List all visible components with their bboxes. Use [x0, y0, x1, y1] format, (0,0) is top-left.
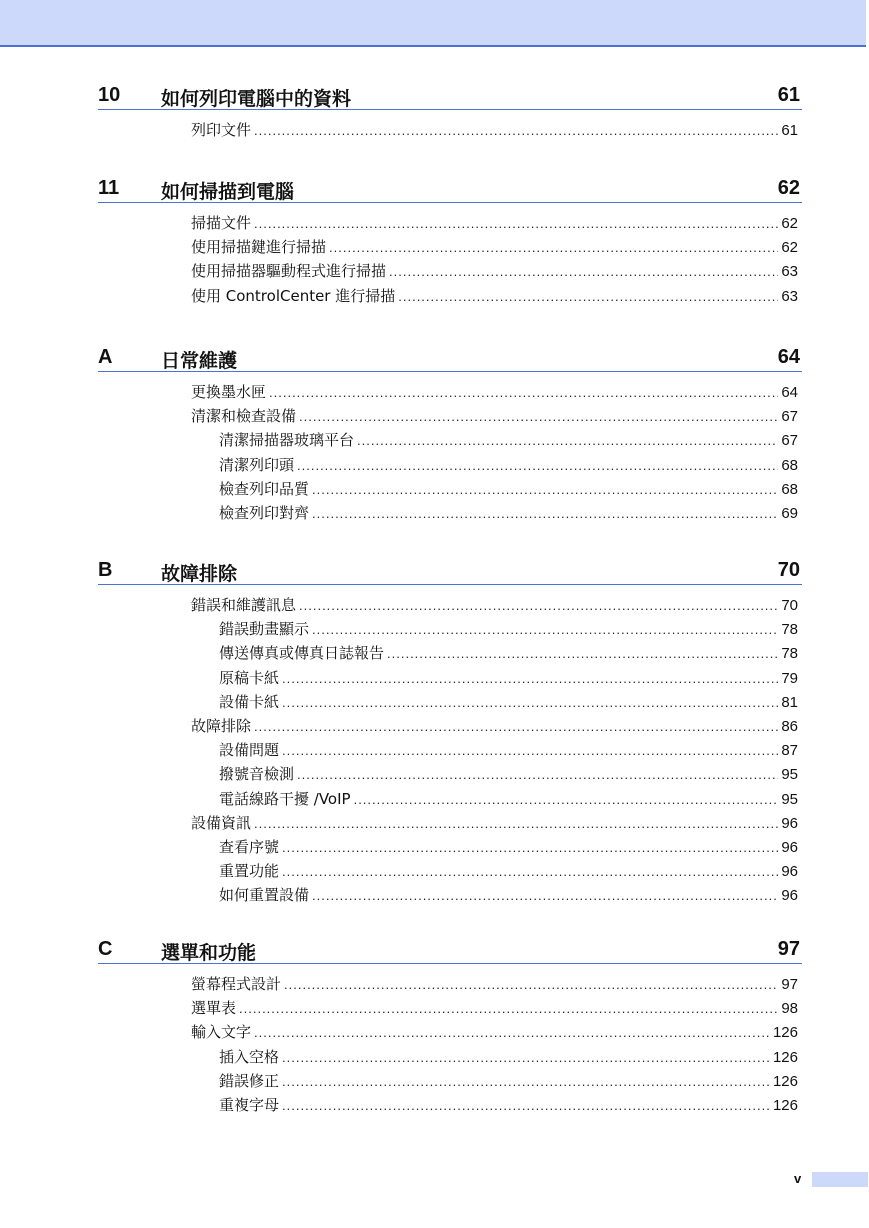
entry-label: 重置功能: [219, 862, 280, 881]
section-page: 61: [777, 84, 800, 106]
toc-subentry[interactable]: [98, 690, 802, 714]
section-page: 62: [777, 177, 800, 199]
entry-label: 重複字母: [219, 1095, 280, 1114]
entry-label: 故障排除: [191, 716, 252, 735]
toc-subentry[interactable]: [98, 428, 802, 452]
dot-leader: [282, 691, 778, 714]
toc-subentry[interactable]: [98, 1045, 802, 1069]
toc-entry[interactable]: [98, 593, 802, 617]
toc-section: [98, 84, 802, 142]
dot-leader: [357, 429, 778, 452]
entry-label: 設備資訊: [191, 813, 252, 832]
entry-page: 86: [781, 717, 798, 735]
section-title: 如何列印電腦中的資料: [161, 88, 352, 110]
toc-entry[interactable]: [98, 811, 802, 835]
entry-label: 使用掃描鍵進行掃描: [191, 238, 327, 257]
dot-leader: [299, 405, 778, 428]
entry-page: 67: [781, 408, 798, 426]
entry-page: 78: [781, 621, 798, 639]
toc-subentry[interactable]: [98, 666, 802, 690]
dot-leader: [299, 594, 778, 617]
dot-leader: [239, 997, 778, 1020]
toc-section: [98, 938, 802, 1117]
dot-leader: [254, 119, 778, 142]
dot-leader: [269, 381, 778, 404]
toc-section: [98, 346, 802, 525]
section-number: C: [98, 938, 113, 960]
toc-subentry[interactable]: [98, 883, 802, 907]
section-number: A: [98, 346, 113, 368]
entry-page: 63: [781, 287, 798, 305]
header-band: [0, 0, 866, 47]
dot-leader: [389, 260, 778, 283]
dot-leader: [254, 715, 778, 738]
entry-label: 查看序號: [219, 837, 280, 856]
toc-subentry[interactable]: [98, 835, 802, 859]
section-number: 11: [98, 177, 120, 199]
dot-leader: [284, 973, 778, 996]
dot-leader: [282, 1046, 770, 1069]
entry-label: 設備問題: [219, 741, 280, 760]
entry-label: 清潔列印頭: [219, 455, 295, 474]
entry-label: 清潔和檢查設備: [191, 407, 297, 426]
entry-page: 61: [781, 122, 798, 139]
entry-page: 96: [781, 814, 798, 832]
section-heading[interactable]: [98, 938, 802, 964]
toc-subentry[interactable]: [98, 738, 802, 762]
entry-page: 62: [781, 239, 798, 257]
dot-leader: [282, 739, 778, 762]
entry-page: 81: [781, 693, 798, 711]
entry-page: 78: [781, 645, 798, 663]
page-number: v: [794, 1171, 802, 1186]
dot-leader: [282, 860, 778, 883]
toc-entry[interactable]: [98, 996, 802, 1020]
entry-page: 95: [781, 766, 798, 784]
entry-label: 使用 ControlCenter 進行掃描: [191, 286, 396, 305]
toc-entry[interactable]: [98, 235, 802, 259]
toc-subentry[interactable]: [98, 1069, 802, 1093]
section-title: 日常維護: [161, 350, 238, 372]
entry-label: 錯誤動畫顯示: [219, 620, 310, 639]
section-number: 10: [98, 84, 121, 106]
toc-entry[interactable]: [98, 972, 802, 996]
entry-page: 62: [781, 215, 798, 232]
section-heading[interactable]: [98, 177, 802, 203]
toc-entry[interactable]: [98, 714, 802, 738]
toc-entry[interactable]: [98, 404, 802, 428]
entry-label: 傳送傳真或傳真日誌報告: [219, 644, 385, 663]
toc-subentry[interactable]: [98, 859, 802, 883]
dot-leader: [254, 812, 778, 835]
dot-leader: [297, 763, 778, 786]
section-heading[interactable]: [98, 346, 802, 372]
toc-subentry[interactable]: [98, 762, 802, 786]
toc-entry[interactable]: [98, 1020, 802, 1044]
toc-entry[interactable]: [98, 259, 802, 283]
toc-subentry[interactable]: [98, 501, 802, 525]
entry-page: 67: [781, 432, 798, 450]
entry-label: 清潔掃描器玻璃平台: [219, 431, 355, 450]
entry-page: 70: [781, 597, 798, 614]
toc-section: [98, 177, 802, 308]
entry-page: 126: [772, 1048, 798, 1066]
dot-leader: [282, 1070, 770, 1093]
dot-leader: [312, 884, 778, 907]
entry-page: 98: [781, 1000, 798, 1018]
entry-page: 68: [781, 480, 798, 498]
section-title: 如何掃描到電腦: [161, 181, 295, 203]
entry-label: 檢查列印對齊: [219, 503, 310, 522]
toc-entry[interactable]: [98, 284, 802, 308]
dot-leader: [282, 667, 778, 690]
entry-page: 96: [781, 838, 798, 856]
toc-subentry[interactable]: [98, 617, 802, 641]
dot-leader: [354, 788, 779, 811]
entry-page: 95: [781, 790, 798, 808]
dot-leader: [398, 285, 778, 308]
dot-leader: [312, 618, 778, 641]
entry-label: 電話線路干擾 /VoIP: [219, 789, 351, 808]
entry-label: 更換墨水匣: [191, 383, 267, 401]
entry-page: 64: [781, 384, 798, 401]
dot-leader: [329, 236, 778, 259]
entry-label: 輸入文字: [191, 1023, 252, 1042]
footer-tab: [812, 1172, 868, 1187]
section-title: 選單和功能: [161, 942, 257, 964]
entry-label: 如何重置設備: [219, 886, 310, 905]
dot-leader: [282, 1094, 770, 1117]
toc-subentry[interactable]: [98, 1093, 802, 1117]
entry-page: 97: [781, 976, 798, 993]
entry-page: 79: [781, 669, 798, 687]
dot-leader: [254, 1021, 770, 1044]
entry-page: 96: [781, 887, 798, 905]
toc-entry[interactable]: [98, 380, 802, 404]
entry-label: 設備卡紙: [219, 692, 280, 711]
dot-leader: [312, 502, 778, 525]
toc-subentry[interactable]: [98, 453, 802, 477]
entry-page: 126: [772, 1096, 798, 1114]
entry-page: 126: [772, 1024, 798, 1042]
entry-label: 錯誤修正: [219, 1071, 280, 1090]
section-heading[interactable]: [98, 84, 802, 110]
entry-page: 69: [781, 504, 798, 522]
entry-label: 使用掃描器驅動程式進行掃描: [191, 262, 387, 281]
dot-leader: [312, 478, 778, 501]
toc-subentry[interactable]: [98, 477, 802, 501]
entry-label: 撥號音檢測: [219, 765, 295, 784]
dot-leader: [297, 454, 778, 477]
section-title: 故障排除: [161, 563, 238, 585]
toc-section: [98, 559, 802, 907]
section-page: 70: [777, 559, 800, 581]
section-number: B: [98, 559, 113, 581]
toc-subentry[interactable]: [98, 787, 802, 811]
toc-entry[interactable]: [98, 211, 802, 235]
section-page: 97: [777, 938, 800, 960]
section-heading[interactable]: [98, 559, 802, 585]
entry-label: 掃描文件: [191, 214, 252, 232]
entry-label: 螢幕程式設計: [191, 975, 282, 993]
entry-label: 插入空格: [219, 1047, 280, 1066]
entry-label: 檢查列印品質: [219, 479, 310, 498]
dot-leader: [387, 642, 778, 665]
entry-page: 96: [781, 863, 798, 881]
dot-leader: [282, 836, 778, 859]
entry-label: 選單表: [191, 999, 237, 1018]
entry-page: 63: [781, 263, 798, 281]
toc-subentry[interactable]: [98, 641, 802, 665]
entry-page: 126: [772, 1072, 798, 1090]
entry-label: 錯誤和維護訊息: [191, 596, 297, 614]
entry-page: 87: [781, 742, 798, 760]
section-page: 64: [777, 346, 800, 368]
dot-leader: [254, 212, 778, 235]
entry-label: 列印文件: [191, 121, 252, 139]
toc-entry[interactable]: [98, 118, 802, 142]
entry-page: 68: [781, 456, 798, 474]
entry-label: 原稿卡紙: [219, 668, 280, 687]
